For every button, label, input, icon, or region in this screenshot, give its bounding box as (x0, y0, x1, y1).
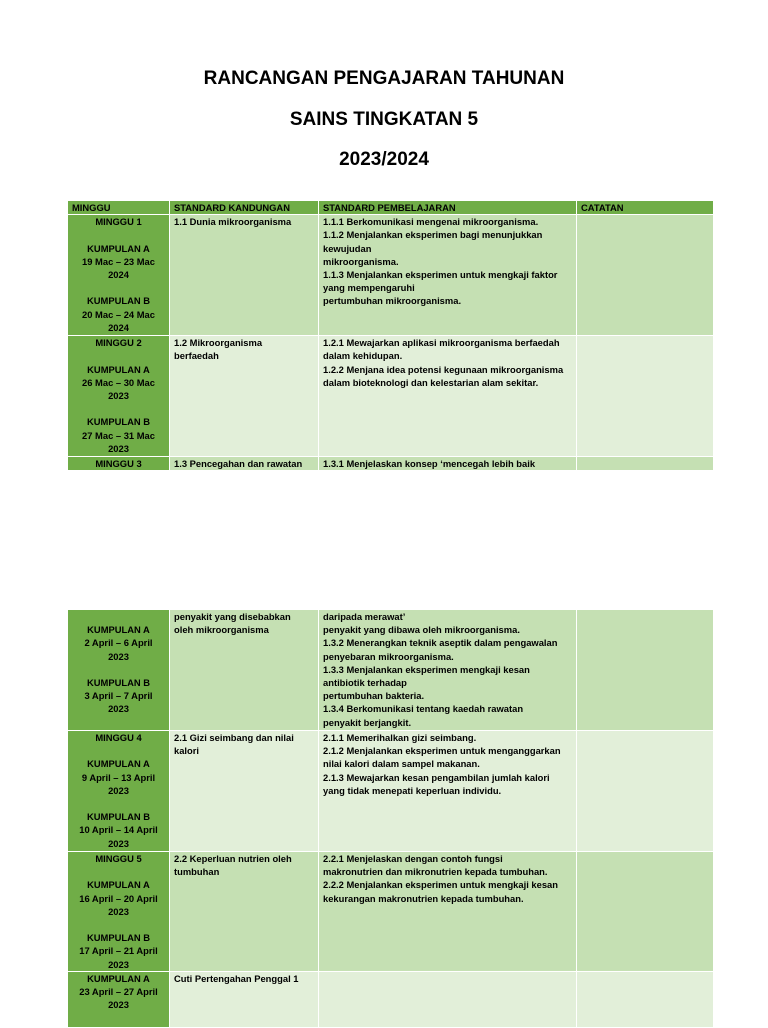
content-standard-cell-line: penyakit yang disebabkan (174, 611, 291, 622)
content-standard-cell-line: berfaedah (174, 350, 219, 362)
week-cell-line (72, 744, 165, 757)
week-cell-line: 2023 (108, 905, 129, 917)
learning-standard-cell-line: kewujudan (323, 242, 372, 254)
week-cell-line: 9 April – 13 April (81, 771, 156, 783)
notes-cell (577, 610, 714, 731)
notes-cell (577, 852, 714, 972)
content-standard-cell (170, 215, 319, 336)
learning-standard-cell-line: 1.1.2 Menjalankan eksperimen bagi menunjukkan (323, 229, 543, 241)
week-cell-line (72, 349, 165, 362)
document-title: RANCANGAN PENGAJARAN TAHUNAN (203, 68, 565, 89)
week-cell-line: 2 April – 6 April (84, 637, 153, 649)
content-standard-cell-line: 1.3 Pencegahan dan rawatan (174, 458, 303, 470)
table-row (68, 731, 714, 852)
week-cell-line: 23 April – 27 April (79, 986, 158, 997)
learning-standard-cell (319, 852, 577, 972)
lesson-plan-table-page-2 (67, 609, 714, 1028)
week-cell-line: KUMPULAN A (87, 624, 150, 636)
content-standard-cell-line: 2.1 Gizi seimbang dan nilai (174, 732, 294, 743)
table-row (68, 336, 714, 457)
table-body (68, 201, 714, 471)
learning-standard-cell-line: 1.3.1 Menjelaskan konsep ‘mencegah lebih baik (323, 458, 536, 470)
week-cell-line: MINGGU 3 (95, 458, 142, 470)
content-standard-cell-line: 2.2 Keperluan nutrien oleh (174, 853, 292, 864)
week-cell-line: KUMPULAN B (86, 676, 151, 688)
learning-standard-cell-line: yang tidak menepati keperluan individu. (323, 784, 502, 796)
content-standard-cell-line: 1.1 Dunia mikroorganisma (174, 216, 292, 228)
learning-standard-cell (319, 336, 577, 457)
notes-cell (577, 336, 714, 457)
notes-cell (577, 457, 714, 471)
learning-standard-cell-line: kekurangan makronutrien kepada tumbuhan. (323, 892, 524, 904)
learning-standard-cell-line: 1.1.3 Menjalankan eksperimen untuk mengkaji faktor (323, 269, 558, 281)
learning-standard-cell-line: 2.1.3 Mewajarkan kesan pengambilan jumlah kalori (323, 771, 550, 783)
week-cell-line: MINGGU 5 (95, 853, 142, 864)
week-cell-line (72, 281, 165, 294)
table-row (68, 852, 714, 972)
week-cell-line: 2023 (108, 650, 129, 662)
learning-standard-cell-line: yang mempengaruhi (323, 282, 415, 294)
header-standard-kandungan: STANDARD KANDUNGAN (170, 201, 319, 215)
learning-standard-cell-line: 1.2.1 Mewajarkan aplikasi mikroorganisma berfaedah (323, 337, 560, 349)
learning-standard-cell-line: 1.3.2 Menerangkan teknik aseptik dalam pengawalan (323, 637, 558, 649)
learning-standard-cell-line: 1.3.4 Berkomunikasi tentang kaedah rawatan (323, 703, 524, 715)
content-standard-cell (170, 457, 319, 471)
learning-standard-cell-line: 2.1.2 Menjalankan eksperimen untuk menganggarkan (323, 745, 561, 757)
week-cell-line: 17 April – 21 April (79, 945, 158, 957)
week-cell-line (72, 228, 165, 241)
week-cell-line: MINGGU 2 (95, 337, 142, 349)
week-cell-line: 2024 (108, 269, 129, 280)
notes-cell (577, 971, 714, 1027)
week-cell-line: KUMPULAN B (86, 295, 151, 307)
learning-standard-cell-line: dalam kehidupan. (323, 350, 403, 362)
week-cell-line (72, 402, 165, 415)
week-cell-line: 26 Mac – 30 Mac (82, 376, 155, 388)
learning-standard-cell-line: 1.2.2 Menjana idea potensi kegunaan mikroorganisma (323, 363, 564, 375)
week-cell-line: MINGGU 1 (95, 216, 142, 228)
week-cell-line: KUMPULAN B (86, 811, 151, 823)
learning-standard-cell (319, 457, 577, 471)
week-cell-line: 2023 (108, 703, 129, 715)
table-body (68, 610, 714, 1028)
content-standard-cell-line: tumbuhan (174, 866, 220, 878)
week-cell-line: 16 April – 20 April (79, 892, 158, 904)
learning-standard-cell-line: pertumbuhan mikroorganisma. (323, 295, 462, 307)
learning-standard-cell-line: 1.1.1 Berkomunikasi mengenai mikroorganisma. (323, 216, 539, 228)
learning-standard-cell-line: daripada merawat’ (323, 611, 406, 622)
content-standard-cell-line: 1.2 Mikroorganisma (174, 337, 263, 349)
learning-standard-cell (319, 971, 577, 1027)
learning-standard-cell-line: 2.1.1 Memerihalkan gizi seimbang. (323, 732, 477, 743)
week-cell-line: MINGGU 4 (95, 732, 142, 743)
content-standard-cell-line: Cuti Pertengahan Penggal 1 (174, 972, 299, 984)
week-cell-line: 20 Mac – 24 Mac (82, 308, 155, 320)
content-standard-cell (170, 731, 319, 852)
content-standard-cell (170, 610, 319, 731)
content-standard-cell (170, 336, 319, 457)
week-cell-line: KUMPULAN B (86, 416, 151, 428)
content-standard-cell (170, 971, 319, 1027)
week-cell-line: 3 April – 7 April (84, 690, 153, 702)
week-cell (68, 731, 170, 852)
learning-standard-cell-line: nilai kalori dalam sampel makanan. (323, 758, 480, 770)
header-minggu: MINGGU (68, 201, 170, 215)
learning-standard-cell-line: pertumbuhan bakteria. (323, 690, 425, 702)
week-cell-line: 27 Mac – 31 Mac (82, 429, 155, 441)
table-row (68, 610, 714, 731)
week-cell (68, 610, 170, 731)
header-catatan: CATATAN (577, 201, 714, 215)
learning-standard-cell-line: 2.2.2 Menjalankan eksperimen untuk mengkaji kesan (323, 879, 558, 891)
notes-cell (577, 731, 714, 852)
lesson-plan-table-page-1 (67, 200, 714, 471)
table-row (68, 457, 714, 471)
document-subtitle: SAINS TINGKATAN 5 (289, 109, 479, 130)
week-cell (68, 215, 170, 336)
learning-standard-cell-line: penyebaran mikroorganisma. (323, 650, 454, 662)
table-row (68, 971, 714, 1027)
week-cell-line: KUMPULAN A (87, 758, 150, 770)
week-cell-line (72, 918, 165, 931)
learning-standard-cell-line: 1.3.3 Menjalankan eksperimen mengkaji kesan (323, 663, 530, 675)
week-cell-line: 2023 (108, 784, 129, 796)
learning-standard-cell-line: makronutrien dan mikronutrien kepada tumbuhan. (323, 866, 548, 878)
week-cell-line (72, 797, 165, 810)
week-cell (68, 971, 170, 1027)
content-standard-cell (170, 852, 319, 972)
document-year: 2023/2024 (339, 149, 429, 170)
table-row (68, 215, 714, 336)
week-cell-line (72, 663, 165, 676)
week-cell-line: KUMPULAN A (87, 879, 150, 891)
week-cell-line: 2023 (108, 958, 129, 970)
week-cell-line: KUMPULAN B (86, 932, 151, 944)
week-cell-line: 19 Mac – 23 Mac (82, 255, 155, 267)
learning-standard-cell (319, 215, 577, 336)
learning-standard-cell (319, 731, 577, 852)
learning-standard-cell-line: dalam bioteknologi dan kelestarian alam sekitar. (323, 376, 539, 388)
week-cell-line: 2023 (108, 442, 129, 454)
week-cell-line: 2023 (108, 837, 129, 849)
notes-cell (577, 215, 714, 336)
week-cell-line: KUMPULAN A (87, 972, 150, 984)
week-cell-line: KUMPULAN A (87, 242, 150, 254)
learning-standard-cell-line: penyakit berjangkit. (323, 716, 412, 728)
week-cell-line: KUMPULAN A (87, 363, 150, 375)
header-standard-pembelajaran: STANDARD PEMBELAJARAN (319, 201, 577, 215)
week-cell (68, 457, 170, 471)
learning-standard-cell-line: 2.2.1 Menjelaskan dengan contoh fungsi (323, 853, 503, 864)
week-cell-line: 2023 (108, 999, 129, 1011)
content-standard-cell-line: oleh mikroorganisma (174, 624, 269, 636)
week-cell-line: 2023 (108, 390, 129, 401)
week-cell-line (72, 610, 165, 623)
learning-standard-cell (319, 610, 577, 731)
table-header-row (68, 201, 714, 215)
week-cell-line: 10 April – 14 April (79, 824, 158, 836)
learning-standard-cell-line: mikroorganisma. (323, 255, 399, 267)
week-cell (68, 336, 170, 457)
week-cell (68, 852, 170, 972)
learning-standard-cell-line: penyakit yang dibawa oleh mikroorganisma. (323, 624, 520, 636)
week-cell-line (72, 865, 165, 878)
learning-standard-cell-line: antibiotik terhadap (323, 677, 407, 689)
week-cell-line: 2024 (108, 321, 129, 333)
content-standard-cell-line: kalori (174, 745, 200, 757)
